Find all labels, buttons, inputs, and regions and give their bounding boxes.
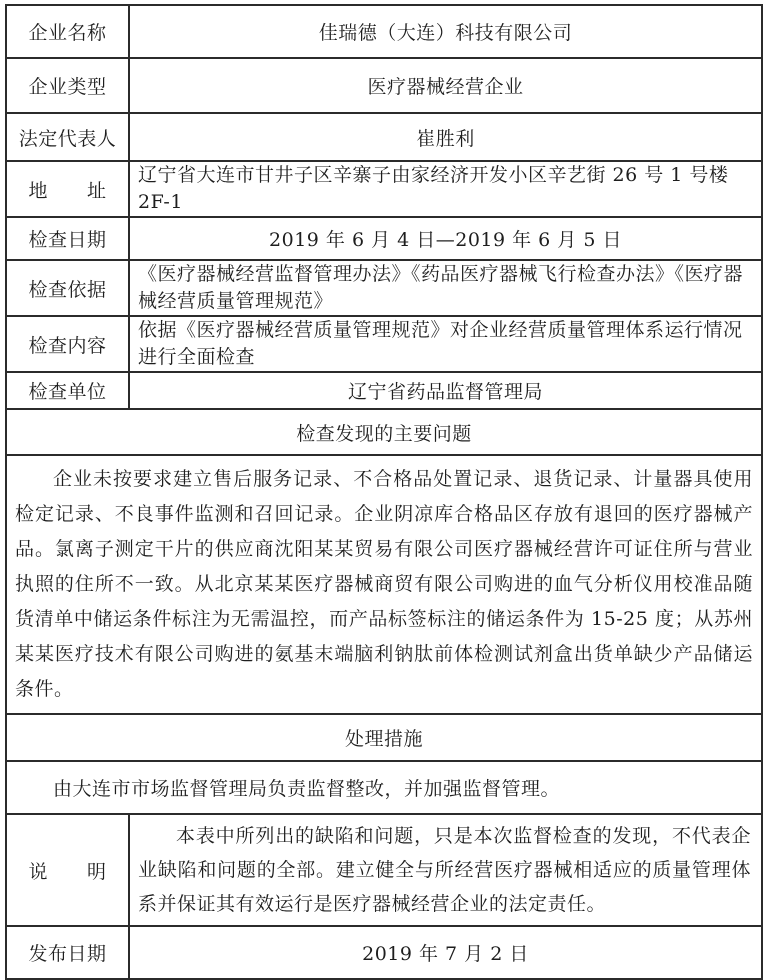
publish-date-label: 发布日期 xyxy=(6,926,129,979)
note-label: 说 明 xyxy=(6,814,129,926)
legal-representative-label: 法定代表人 xyxy=(6,113,129,161)
inspection-date-value: 2019 年 6 月 4 日—2019 年 6 月 5 日 xyxy=(129,217,762,260)
row-address xyxy=(6,161,762,217)
inspection-report-table xyxy=(5,4,763,980)
row-publish-date xyxy=(6,926,762,979)
row-inspection-date xyxy=(6,217,762,260)
inspection-date-label: 检查日期 xyxy=(6,217,129,260)
row-measures-body xyxy=(6,761,762,814)
row-company-type xyxy=(6,58,762,113)
address-value: 辽宁省大连市甘井子区辛寨子由家经济开发小区辛艺街 26 号 1 号楼 2F-1 xyxy=(129,161,762,217)
row-note xyxy=(6,814,762,926)
company-name-label: 企业名称 xyxy=(6,5,129,58)
inspection-agency-label: 检查单位 xyxy=(6,372,129,409)
inspection-basis-value: 《医疗器械经营监督管理办法》《药品医疗器械飞行检查办法》《医疗器械经营质量管理规范》 xyxy=(129,260,762,316)
row-problems-header xyxy=(6,409,762,455)
row-measures-header xyxy=(6,714,762,761)
inspection-basis-label: 检查依据 xyxy=(6,260,129,316)
note-value: 本表中所列出的缺陷和问题，只是本次监督检查的发现，不代表企业缺陷和问题的全部。建立健全与所经营医疗器械相适应的质量管理体系并保证其有效运行是医疗器械经营企业的法定责任。 xyxy=(129,814,762,926)
measures-section-title: 处理措施 xyxy=(6,714,762,761)
problems-section-title: 检查发现的主要问题 xyxy=(6,409,762,455)
company-type-value: 医疗器械经营企业 xyxy=(129,58,762,113)
company-name-value: 佳瑞德（大连）科技有限公司 xyxy=(129,5,762,58)
address-label: 地 址 xyxy=(6,161,129,217)
inspection-agency-value: 辽宁省药品监督管理局 xyxy=(129,372,762,409)
company-type-label: 企业类型 xyxy=(6,58,129,113)
measures-paragraph: 由大连市市场监督管理局负责监督整改，并加强监督管理。 xyxy=(6,761,762,814)
problems-paragraph: 企业未按要求建立售后服务记录、不合格品处置记录、退货记录、计量器具使用检定记录、不良事件监测和召回记录。企业阴凉库合格品区存放有退回的医疗器械产品。氯离子测定干片的供应商沈阳某某贸易有限公司医疗器械经营许可证住所与营业执照的住所不一致。从北京某某医疗器械商贸有限公司购进的血气分析仪用校准品随货清单中储运条件标注为无需温控，而产品标签标注的储运条件为 15-25 度；从苏州某某医疗技术有限公司购进的氨基末端脑利钠肽前体检测试剂盒出货单缺少产品储运条件。 xyxy=(6,455,762,714)
inspection-content-label: 检查内容 xyxy=(6,316,129,372)
row-inspection-basis xyxy=(6,260,762,316)
publish-date-value: 2019 年 7 月 2 日 xyxy=(129,926,762,979)
row-problems-body xyxy=(6,455,762,714)
row-legal-representative xyxy=(6,113,762,161)
row-inspection-agency xyxy=(6,372,762,409)
row-inspection-content xyxy=(6,316,762,372)
legal-representative-value: 崔胜利 xyxy=(129,113,762,161)
row-company-name xyxy=(6,5,762,58)
inspection-content-value: 依据《医疗器械经营质量管理规范》对企业经营质量管理体系运行情况进行全面检查 xyxy=(129,316,762,372)
